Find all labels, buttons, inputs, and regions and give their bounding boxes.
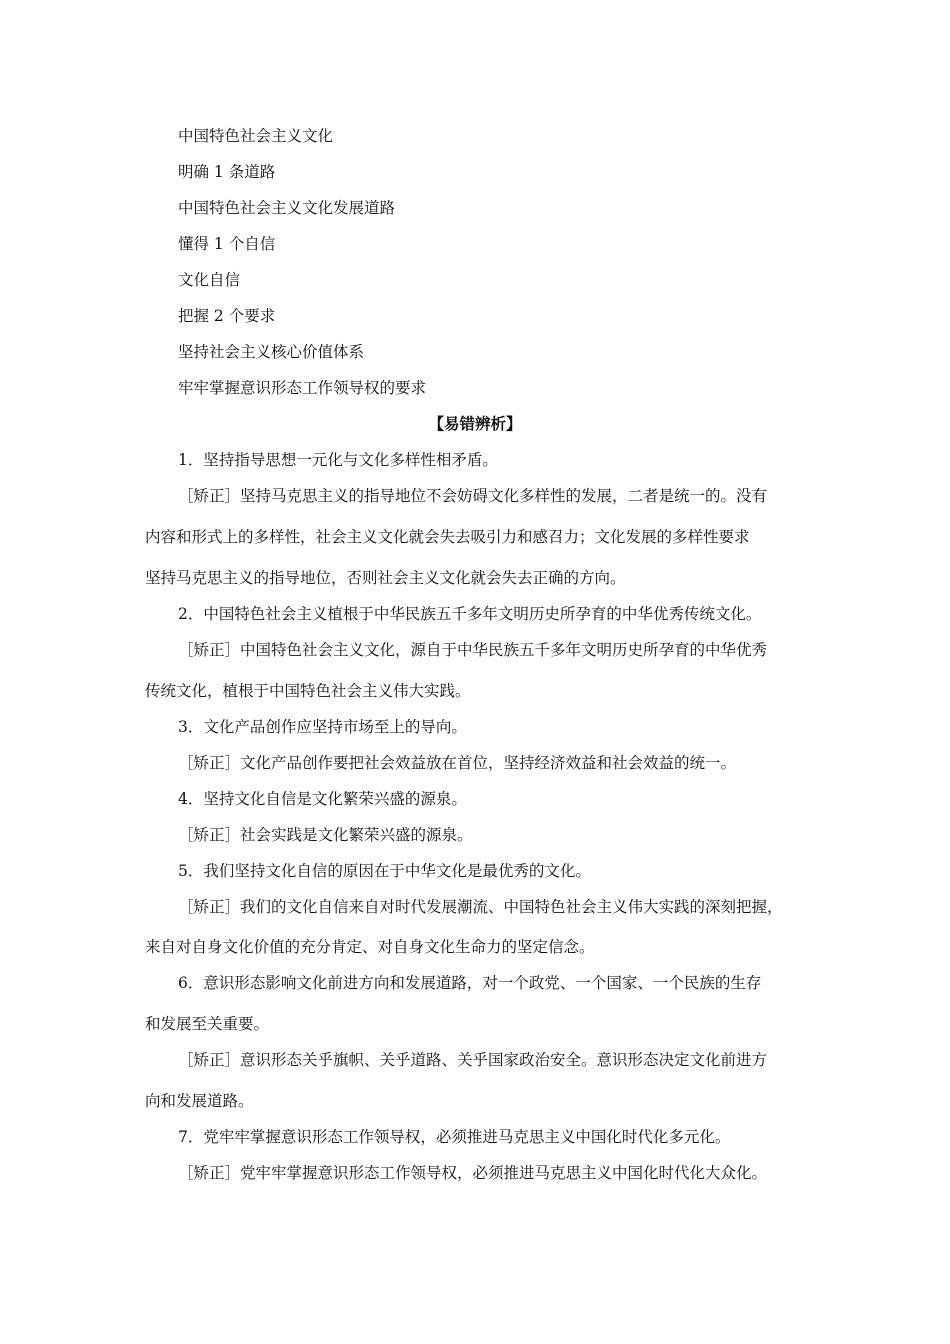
correction-4: ［矫正］社会实践是文化繁荣兴盛的源泉。	[178, 826, 473, 844]
statement-1: 1．坚持指导思想一元化与文化多样性相矛盾。	[178, 451, 498, 469]
correction-1-cont: 内容和形式上的多样性，社会主义文化就会失去吸引力和感召力；文化发展的多样性要求	[145, 528, 750, 546]
correction-6-cont: 向和发展道路。	[145, 1092, 254, 1110]
correction-6: ［矫正］意识形态关乎旗帜、关乎道路、关乎国家政治安全。意识形态决定文化前进方	[178, 1051, 768, 1069]
outline-line: 把握 2 个要求	[178, 307, 276, 325]
section-title: 【易错辨析】	[428, 414, 522, 433]
outline-line: 坚持社会主义核心价值体系	[178, 343, 365, 361]
statement-2: 2．中国特色社会主义植根于中华民族五千多年文明历史所孕育的中华优秀传统文化。	[178, 605, 762, 623]
correction-7: ［矫正］党牢牢掌握意识形态工作领导权，必须推进马克思主义中国化时代化大众化。	[178, 1164, 768, 1182]
outline-line: 明确 1 条道路	[178, 163, 276, 181]
correction-5: ［矫正］我们的文化自信来自对时代发展潮流、中国特色社会主义伟大实践的深刻把握，	[178, 898, 783, 916]
statement-6-cont: 和发展至关重要。	[145, 1015, 270, 1033]
correction-3: ［矫正］文化产品创作要把社会效益放在首位，坚持经济效益和社会效益的统一。	[178, 754, 737, 772]
correction-5-cont: 来自对自身文化价值的充分肯定、对自身文化生命力的坚定信念。	[145, 938, 595, 956]
outline-line: 中国特色社会主义文化	[178, 127, 334, 145]
statement-4: 4．坚持文化自信是文化繁荣兴盛的源泉。	[178, 790, 467, 808]
outline-line: 牢牢掌握意识形态工作领导权的要求	[178, 379, 427, 397]
correction-1: ［矫正］坚持马克思主义的指导地位不会妨碍文化多样性的发展，二者是统一的。没有	[178, 487, 768, 505]
correction-2: ［矫正］中国特色社会主义文化，源自于中华民族五千多年文明历史所孕育的中华优秀	[178, 641, 768, 659]
correction-1-cont: 坚持马克思主义的指导地位，否则社会主义文化就会失去正确的方向。	[145, 569, 626, 587]
statement-7: 7．党牢牢掌握意识形态工作领导权，必须推进马克思主义中国化时代化多元化。	[178, 1128, 731, 1146]
outline-line: 文化自信	[178, 271, 241, 289]
outline-line: 懂得 1 个自信	[178, 235, 276, 253]
statement-6: 6．意识形态影响文化前进方向和发展道路，对一个政党、一个国家、一个民族的生存	[178, 974, 762, 992]
statement-5: 5．我们坚持文化自信的原因在于中华文化是最优秀的文化。	[178, 862, 591, 880]
statement-3: 3．文化产品创作应坚持市场至上的导向。	[178, 718, 467, 736]
outline-line: 中国特色社会主义文化发展道路	[178, 199, 396, 217]
correction-2-cont: 传统文化，植根于中国特色社会主义伟大实践。	[145, 682, 471, 700]
